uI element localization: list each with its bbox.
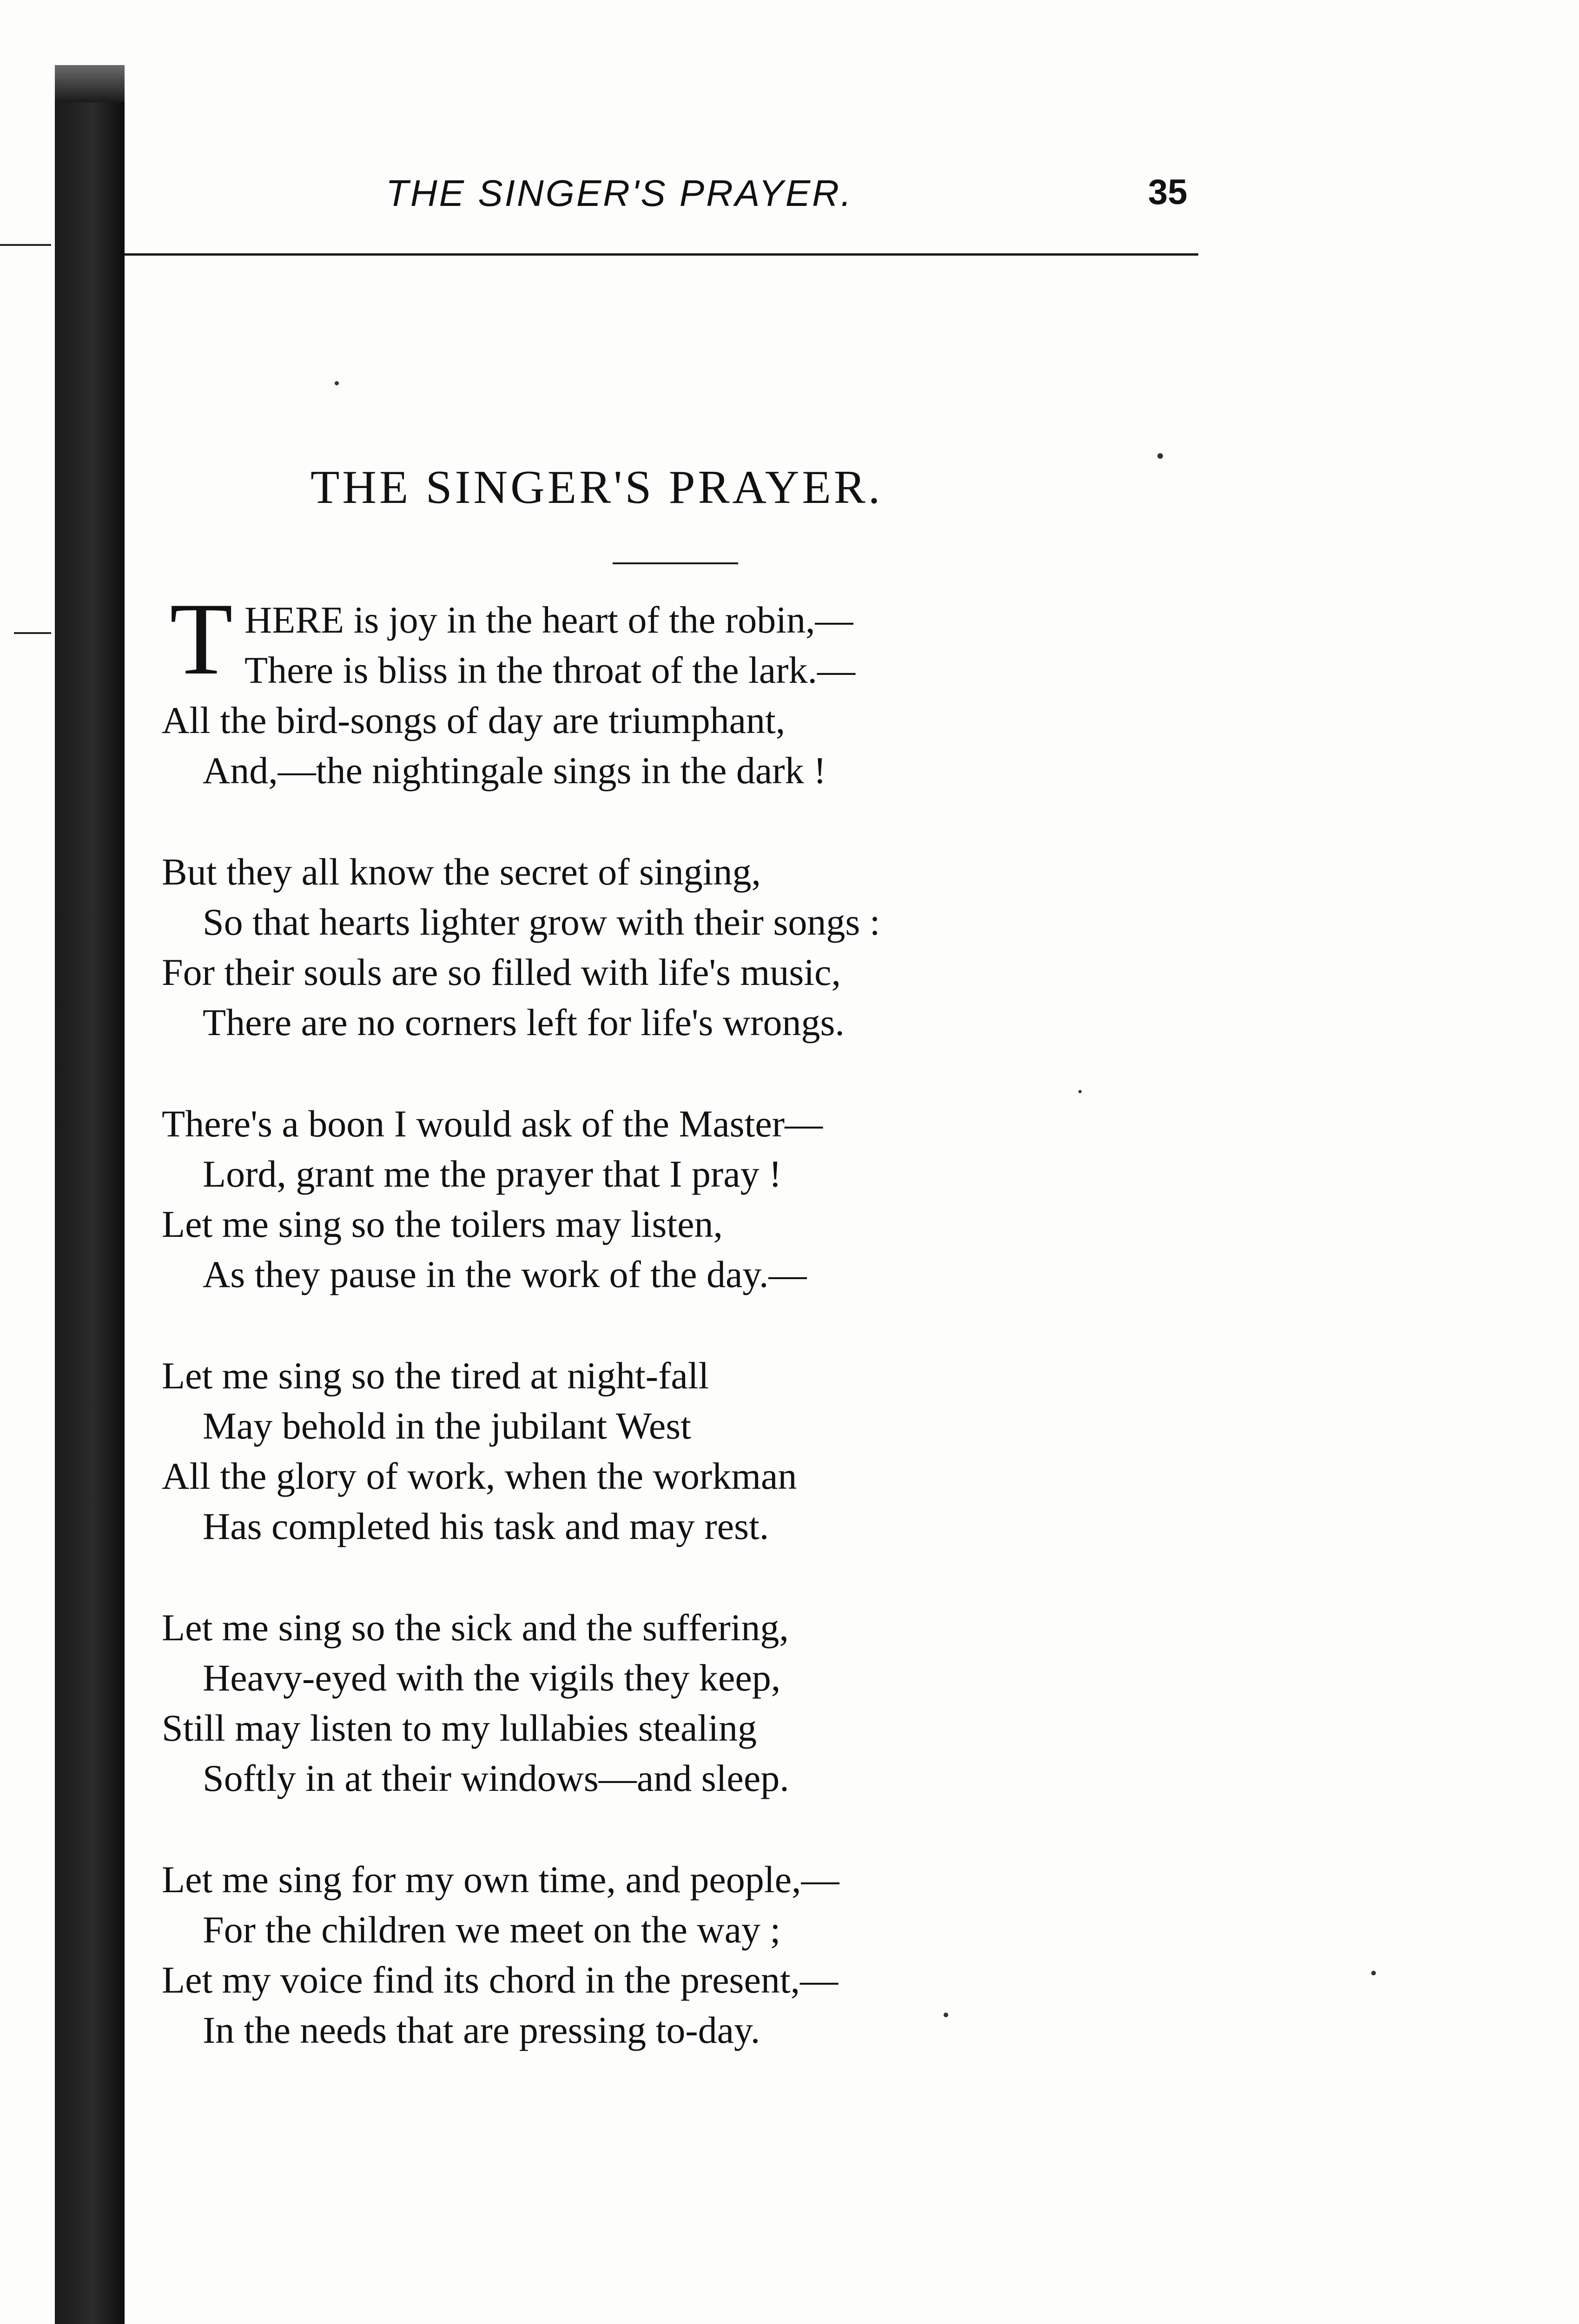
running-head-title: THE SINGER'S PRAYER.: [386, 172, 853, 214]
poem-line: May behold in the jubilant West: [203, 1405, 691, 1447]
poem-line: Still may listen to my lullabies stealing: [162, 1707, 757, 1749]
poem-line: For their souls are so filled with life's music,: [162, 951, 841, 993]
page-binding-edge: [55, 65, 125, 2324]
stanza: [162, 1351, 1138, 1552]
title-rule: [613, 562, 738, 564]
stanza: [162, 1099, 1138, 1300]
poem-line: So that hearts lighter grow with their songs :: [203, 901, 880, 943]
stanza: [162, 1603, 1138, 1803]
poem-line: Let me sing for my own time, and people,—: [162, 1858, 839, 1901]
scan-speck: [335, 381, 339, 385]
poem-title: THE SINGER'S PRAYER.: [311, 461, 883, 514]
poem-line: All the glory of work, when the workman: [162, 1455, 797, 1497]
poem-line: Heavy-eyed with the vigils they keep,: [203, 1657, 781, 1699]
scan-speck: [1078, 1090, 1082, 1093]
poem-body: [162, 582, 1138, 2106]
poem-line: Has completed his task and may rest.: [203, 1505, 769, 1547]
poem-line: All the bird-songs of day are triumphant,: [162, 699, 786, 741]
margin-mark: [0, 244, 51, 246]
poem-line: Let me sing so the sick and the suffering,: [162, 1606, 789, 1649]
margin-mark: [14, 632, 51, 634]
page-binding-edge-top: [55, 65, 125, 102]
drop-cap: T: [170, 582, 233, 696]
header-rule: [125, 253, 1198, 256]
poem-line: As they pause in the work of the day.—: [203, 1253, 807, 1295]
poem-line: Lord, grant me the prayer that I pray !: [203, 1153, 782, 1195]
poem-line: There are no corners left for life's wrongs.: [203, 1001, 845, 1043]
stanza: [162, 847, 1138, 1048]
page-number: 35: [1148, 172, 1188, 212]
poem-line: Let me sing so the toilers may listen,: [162, 1203, 723, 1245]
scan-speck: [944, 2013, 948, 2017]
scan-speck: [1371, 1971, 1376, 1975]
poem-line: HERE is joy in the heart of the robin,—: [244, 599, 853, 641]
poem-line: And,—the nightingale sings in the dark !: [203, 749, 826, 792]
poem-line: In the needs that are pressing to-day.: [203, 2009, 760, 2051]
poem-line: For the children we meet on the way ;: [203, 1908, 781, 1951]
stanza: [162, 1855, 1138, 2055]
stanza-opening: [162, 582, 1138, 696]
poem-line: Softly in at their windows—and sleep.: [203, 1757, 789, 1799]
stanza: [162, 582, 1138, 796]
scan-speck: [1157, 453, 1163, 459]
poem-line: There is bliss in the throat of the lark.—: [244, 649, 855, 691]
poem-line: Let me sing so the tired at night-fall: [162, 1354, 709, 1397]
poem-line: Let my voice find its chord in the present,—: [162, 1959, 839, 2001]
poem-line: But they all know the secret of singing,: [162, 851, 761, 893]
poem-line: There's a boon I would ask of the Master—: [162, 1103, 823, 1145]
